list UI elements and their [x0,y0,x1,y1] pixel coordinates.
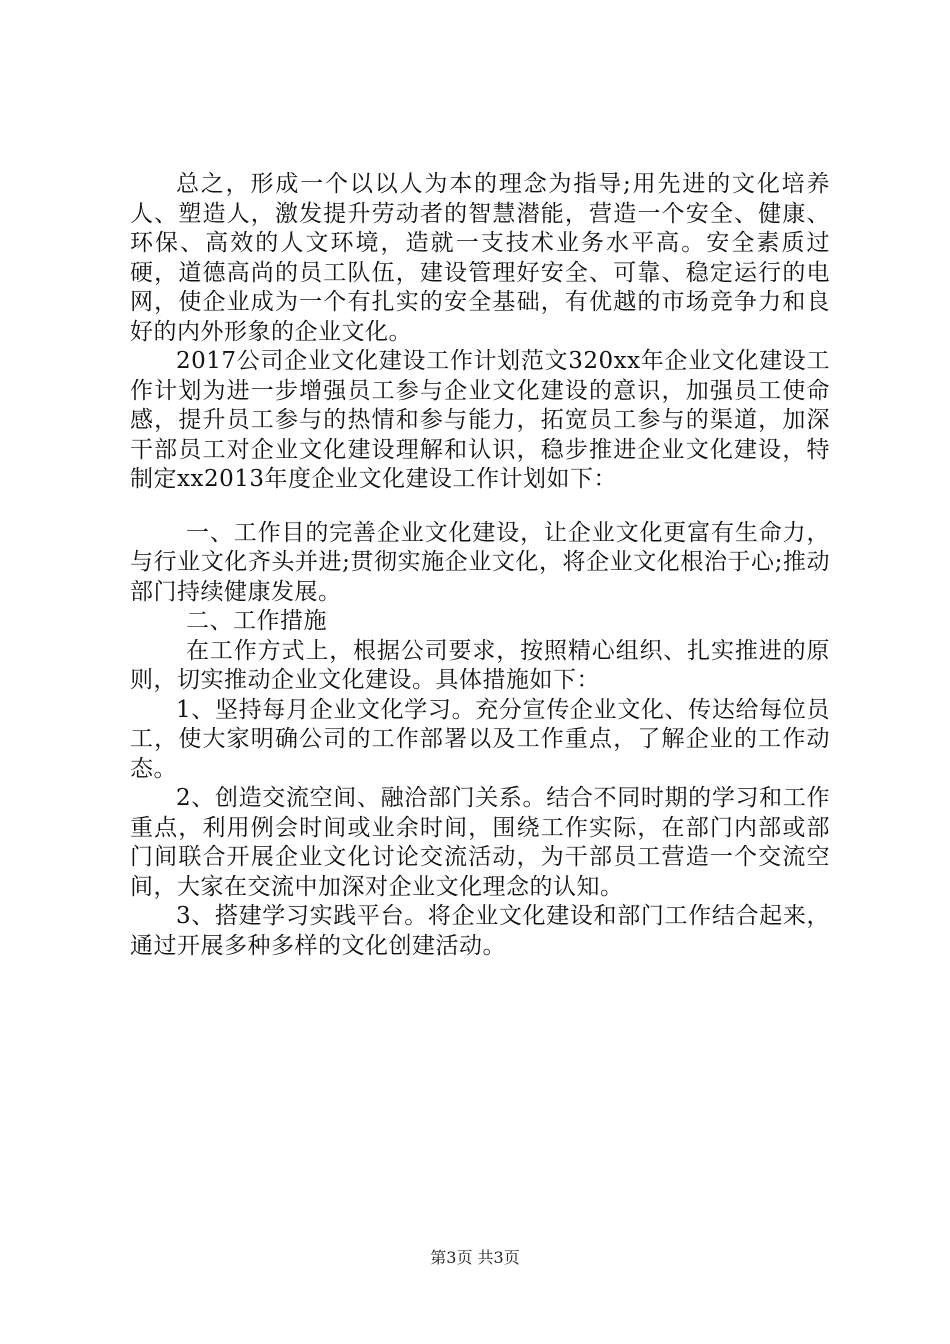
paragraph-summary: 总之，形成一个以以人为本的理念为指导;用先进的文化培养人、塑造人，激发提升劳动者的智慧潜能，营造一个安全、健康、环保、高效的人文环境，造就一支技术业务水平高。安全素质过硬，道德高尚的员工队伍，建设管理好安全、可靠、稳定运行的电网，使企业成为一个有扎实的安全基础，有优越的市场竞争力和良好的内外形象的企业文化。 [130,171,830,345]
paragraph-work-method: 在工作方式上，根据公司要求，按照精心组织、扎实推进的原则，切实推动企业文化建设。具体措施如下： [130,637,830,693]
paragraph-measure-1: 1、坚持每月企业文化学习。充分宣传企业文化、传达给每位员工，使大家明确公司的工作部署以及工作重点，了解企业的工作动态。 [130,696,830,782]
paragraph-measure-3: 3、搭建学习实践平台。将企业文化建设和部门工作结合起来，通过开展多种多样的文化创建活动。 [130,903,830,959]
paragraph-measure-2: 2、创造交流空间、融洽部门关系。结合不同时期的学习和工作重点，利用例会时间或业余时间，围绕工作实际，在部门内部或部门间联合开展企业文化讨论交流活动，为干部员工营造一个交流空间，大家在交流中加深对企业文化理念的认知。 [130,785,830,900]
page-number-footer: 第3页 共3页 [430,1248,520,1267]
paragraph-work-measures-heading: 二、工作措施 [186,608,327,634]
document-body [130,170,830,961]
paragraph-plan-intro: 2017公司企业文化建设工作计划范文320xx年企业文化建设工作计划为进一步增强员工参与企业文化建设的意识，加强员工使命感，提升员工参与的热情和参与能力，拓宽员工参与的渠道，加深干部员工对企业文化建设理解和认识，稳步推进企业文化建设，特制定xx2013年度企业文化建设工作计划如下： [130,348,830,492]
paragraph-work-goal: 一、工作目的完善企业文化建设，让企业文化更富有生命力，与行业文化齐头并进;贯彻实施企业文化，将企业文化根治于心;推动部门持续健康发展。 [130,519,830,605]
